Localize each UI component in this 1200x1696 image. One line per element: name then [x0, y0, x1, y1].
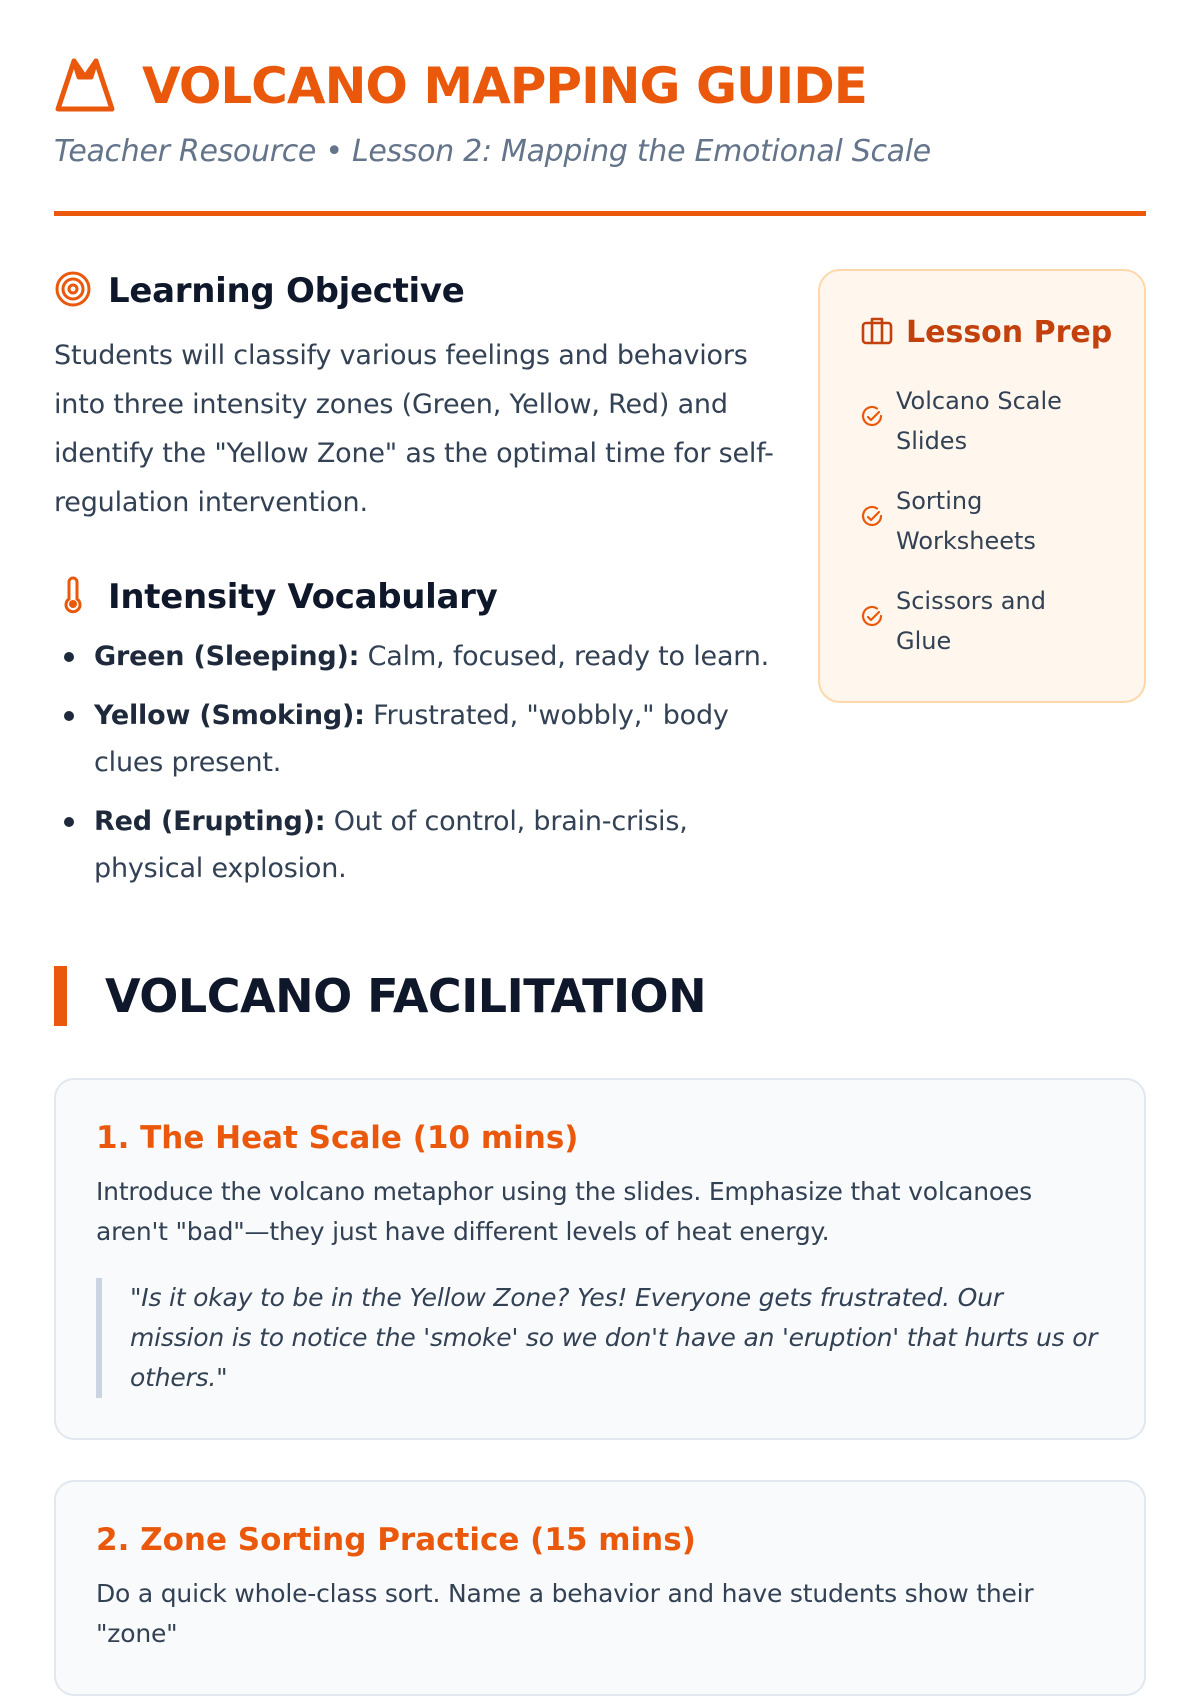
lesson-prep-card: [818, 269, 1146, 703]
title-row: [54, 56, 1146, 116]
briefcase-icon: [860, 313, 906, 351]
vocabulary-heading: [54, 575, 774, 619]
objective-text: Students will classify various feelings and behaviors into three intensity zones (Green, Yellow, Red) and identify the "Yellow Zone" as the optimal time for self-regulation intervention.: [54, 340, 774, 518]
step-card: [54, 1480, 1146, 1696]
list-item: [860, 581, 1104, 661]
prep-item-label: Sorting Worksheets: [896, 487, 1036, 555]
list-item: [54, 633, 774, 680]
list-item: [54, 692, 774, 786]
objective-heading-text: Learning Objective: [108, 271, 465, 311]
step-card: [54, 1078, 1146, 1440]
facilitation-heading-text: VOLCANO FACILITATION: [105, 969, 707, 1023]
check-circle-icon: [860, 501, 896, 541]
step-title: 1. The Heat Scale (10 mins): [96, 1120, 579, 1156]
step-text: Introduce the volcano metaphor using the slides. Emphasize that volcanoes aren't "bad"—they just have different levels of heat energy.: [96, 1177, 1032, 1246]
lesson-prep-title: Lesson Prep: [906, 314, 1113, 350]
list-item: [54, 798, 774, 892]
page-subtitle: Teacher Resource • Lesson 2: Mapping the Emotional Scale: [54, 134, 931, 169]
lesson-prep-heading: [860, 313, 1113, 351]
overview-main: [54, 269, 774, 904]
check-circle-icon: [860, 401, 896, 441]
vocab-description: Out of control, brain-crisis, physical explosion.: [94, 806, 688, 884]
lesson-prep-list: [860, 381, 1104, 661]
facilitation-section: [54, 966, 1146, 1696]
section-accent-bar: [54, 966, 67, 1026]
vocabulary-list: [54, 633, 774, 892]
vocab-description: Frustrated, "wobbly," body clues present.: [94, 700, 729, 778]
step-text: Do a quick whole-class sort. Name a behavior and have students show their "zone": [96, 1579, 1034, 1648]
facilitation-heading: [54, 966, 1146, 1026]
header-divider: [54, 211, 1146, 216]
vocab-term: Red (Erupting):: [94, 806, 326, 837]
vocab-description: Calm, focused, ready to learn.: [359, 641, 770, 672]
list-item: [860, 481, 1104, 561]
lesson-prep-sidebar: [818, 269, 1146, 904]
check-circle-icon: [860, 601, 896, 641]
vocab-term: Green (Sleeping):: [94, 641, 360, 672]
step-quote: "Is it okay to be in the Yellow Zone? Yes! Everyone gets frustrated. Our mission is to notice the 'smoke' so we don't have an 'eruption' that hurts us or others.": [96, 1278, 1104, 1398]
page-header: [54, 0, 1146, 216]
prep-item-label: Volcano Scale Slides: [896, 387, 1062, 455]
step-title: 2. Zone Sorting Practice (15 mins): [96, 1522, 696, 1558]
list-item: [860, 381, 1104, 461]
vocab-term: Yellow (Smoking):: [94, 700, 365, 731]
vocabulary-heading-text: Intensity Vocabulary: [108, 577, 498, 617]
mountain-icon: [54, 53, 142, 119]
prep-item-label: Scissors and Glue: [896, 587, 1046, 655]
objective-heading: [54, 269, 774, 313]
target-icon: [54, 270, 108, 312]
thermometer-icon: [54, 576, 108, 618]
page-title: VOLCANO MAPPING GUIDE: [142, 57, 867, 115]
overview-section: [54, 269, 1146, 904]
